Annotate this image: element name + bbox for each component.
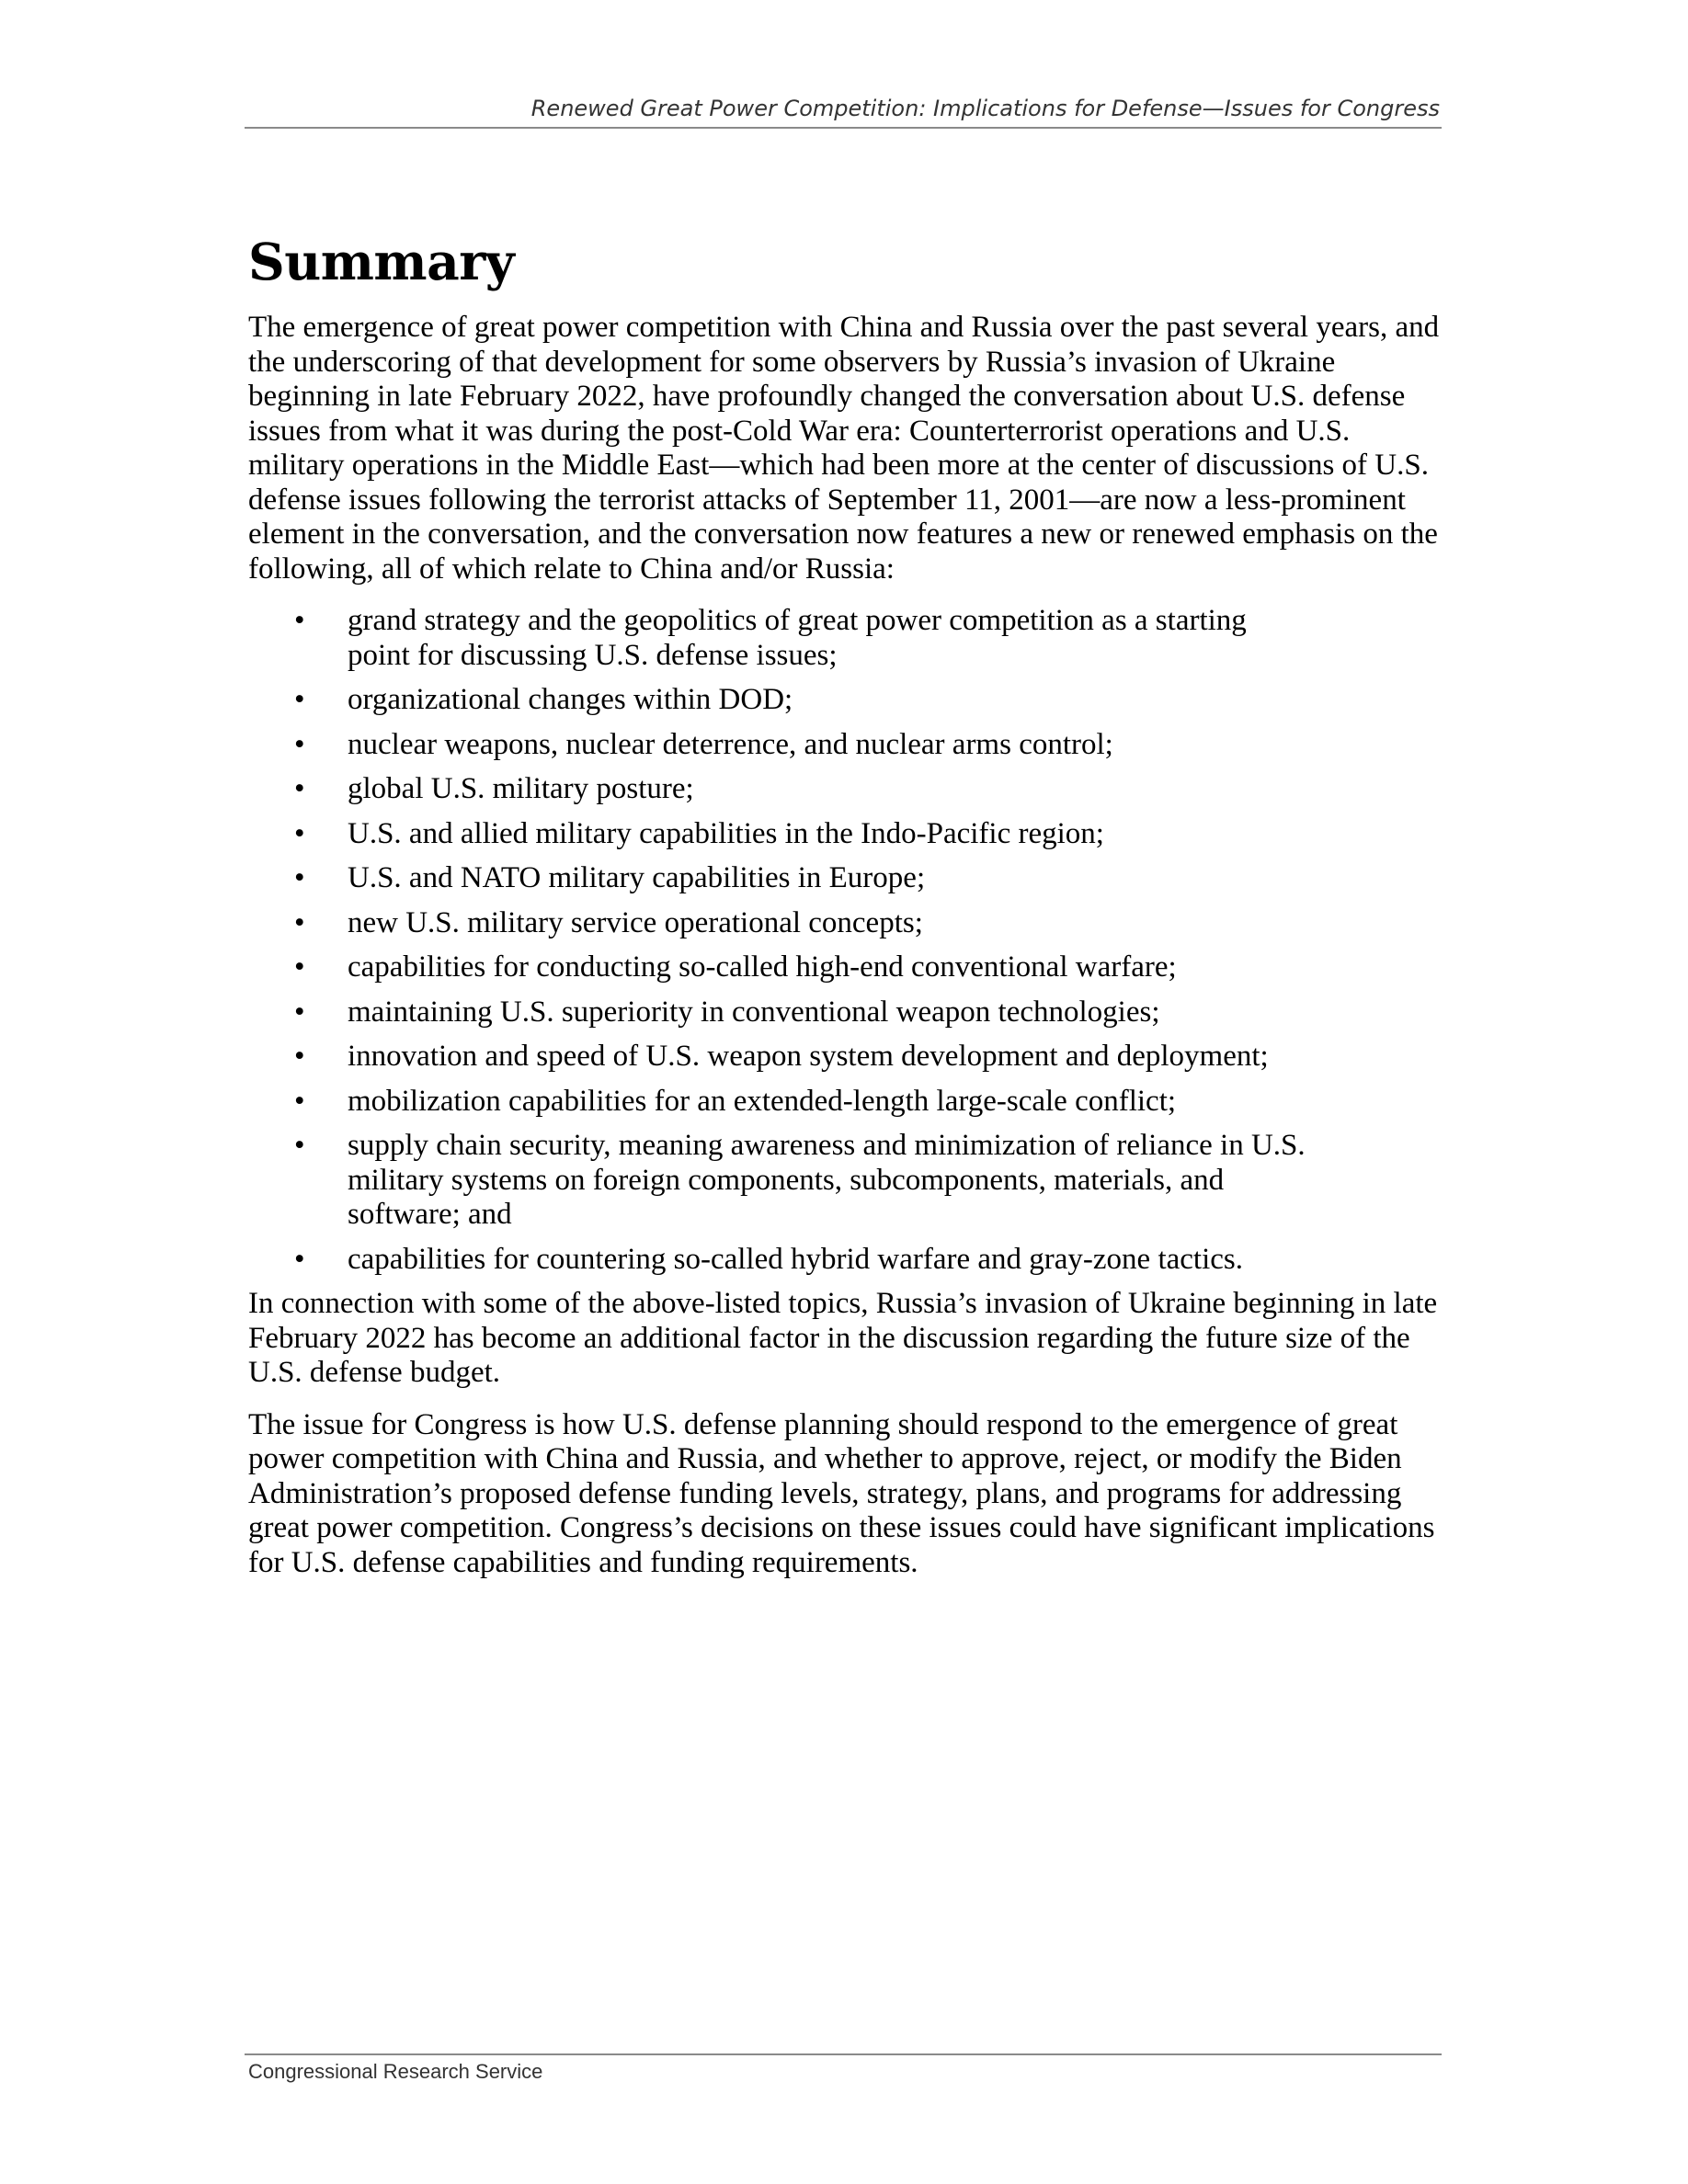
summary-heading: Summary (248, 232, 515, 291)
list-item-text: maintaining U.S. superiority in conventional weapon technologies; (348, 995, 1160, 1029)
list-item-text: capabilities for countering so-called hybrid warfare and gray-zone tactics. (348, 1242, 1243, 1276)
footer-publisher: Congressional Research Service (248, 2060, 543, 2083)
list-item (248, 772, 1443, 807)
list-item (248, 995, 1443, 1030)
topic-bullet-list (248, 604, 1443, 1277)
list-item (248, 1040, 1443, 1075)
bullet-icon: • (294, 995, 305, 1029)
bullet-icon: • (294, 861, 305, 894)
bullet-icon: • (294, 604, 305, 637)
list-item-text: U.S. and allied military capabilities in the Indo-Pacific region; (348, 816, 1104, 850)
running-header (245, 96, 1442, 129)
list-item-text: capabilities for conducting so-called high-end conventional warfare; (348, 950, 1177, 984)
bullet-icon: • (294, 1242, 305, 1276)
list-item-text: global U.S. military posture; (348, 772, 694, 805)
list-item-text: grand strategy and the geopolitics of great power competition as a starting point for discussing U.S. defense issues; (348, 604, 1247, 672)
bullet-icon: • (294, 1084, 305, 1118)
list-item (248, 950, 1443, 985)
list-item (248, 906, 1443, 941)
list-item-text: mobilization capabilities for an extended-length large-scale conflict; (348, 1084, 1177, 1118)
list-item (248, 861, 1443, 896)
summary-paragraph-3: The issue for Congress is how U.S. defense planning should respond to the emergence of great power competition with China and Russia, and whether to approve, reject, or modify the Biden Administration’s proposed defense funding levels, strategy, plans, and programs for addressing great power competition. Congress’s decisions on these issues could have significant implications for U.S. defense capabilities and funding requirements. (248, 1407, 1435, 1579)
list-item-text: U.S. and NATO military capabilities in Europe; (348, 861, 926, 894)
bullet-icon: • (294, 816, 305, 850)
bullet-icon: • (294, 950, 305, 984)
list-item-text: new U.S. military service operational concepts; (348, 905, 923, 939)
list-item-text: innovation and speed of U.S. weapon system development and deployment; (348, 1040, 1269, 1073)
summary-intro-paragraph: The emergence of great power competition with China and Russia over the past several years, and the underscoring of that development for some observers by Russia’s invasion of Ukraine beginning in late February 2022, have profoundly changed the conversation about U.S. defense issues from what it was during the post-Cold War era: Counterterrorist operations and U.S. military operations in the Middle East—which had been more at the center of discussions of U.S. defense issues following the terrorist attacks of September 11, 2001—are now a less-prominent element in the conversation, and the conversation now features a new or renewed emphasis on the following, all of which relate to China and/or Russia: (248, 311, 1440, 586)
running-header-title: Renewed Great Power Competition: Implications for Defense—Issues for Congress (530, 96, 1440, 121)
list-item (248, 1243, 1443, 1278)
list-item (248, 683, 1443, 718)
bullet-icon: • (294, 683, 305, 716)
bullet-icon: • (294, 727, 305, 761)
list-item-text: supply chain security, meaning awareness and minimization of reliance in U.S. military systems on foreign components, subcomponents, materials, and software; and (348, 1129, 1306, 1231)
footer-divider (245, 2053, 1442, 2055)
list-item (248, 728, 1443, 763)
bullet-icon: • (294, 1129, 305, 1162)
bullet-icon: • (294, 905, 305, 939)
list-item (248, 817, 1443, 852)
list-item (248, 1129, 1443, 1233)
bullet-icon: • (294, 772, 305, 805)
list-item (248, 1085, 1443, 1120)
summary-section (248, 232, 1443, 1598)
summary-paragraph-2: In connection with some of the above-listed topics, Russia’s invasion of Ukraine beginning in late February 2022 has become an additional factor in the discussion regarding the future size of the U.S. defense budget. (248, 1287, 1438, 1389)
list-item-text: nuclear weapons, nuclear deterrence, and nuclear arms control; (348, 727, 1113, 761)
list-item (248, 604, 1443, 673)
list-item-text: organizational changes within DOD; (348, 683, 793, 716)
bullet-icon: • (294, 1040, 305, 1073)
